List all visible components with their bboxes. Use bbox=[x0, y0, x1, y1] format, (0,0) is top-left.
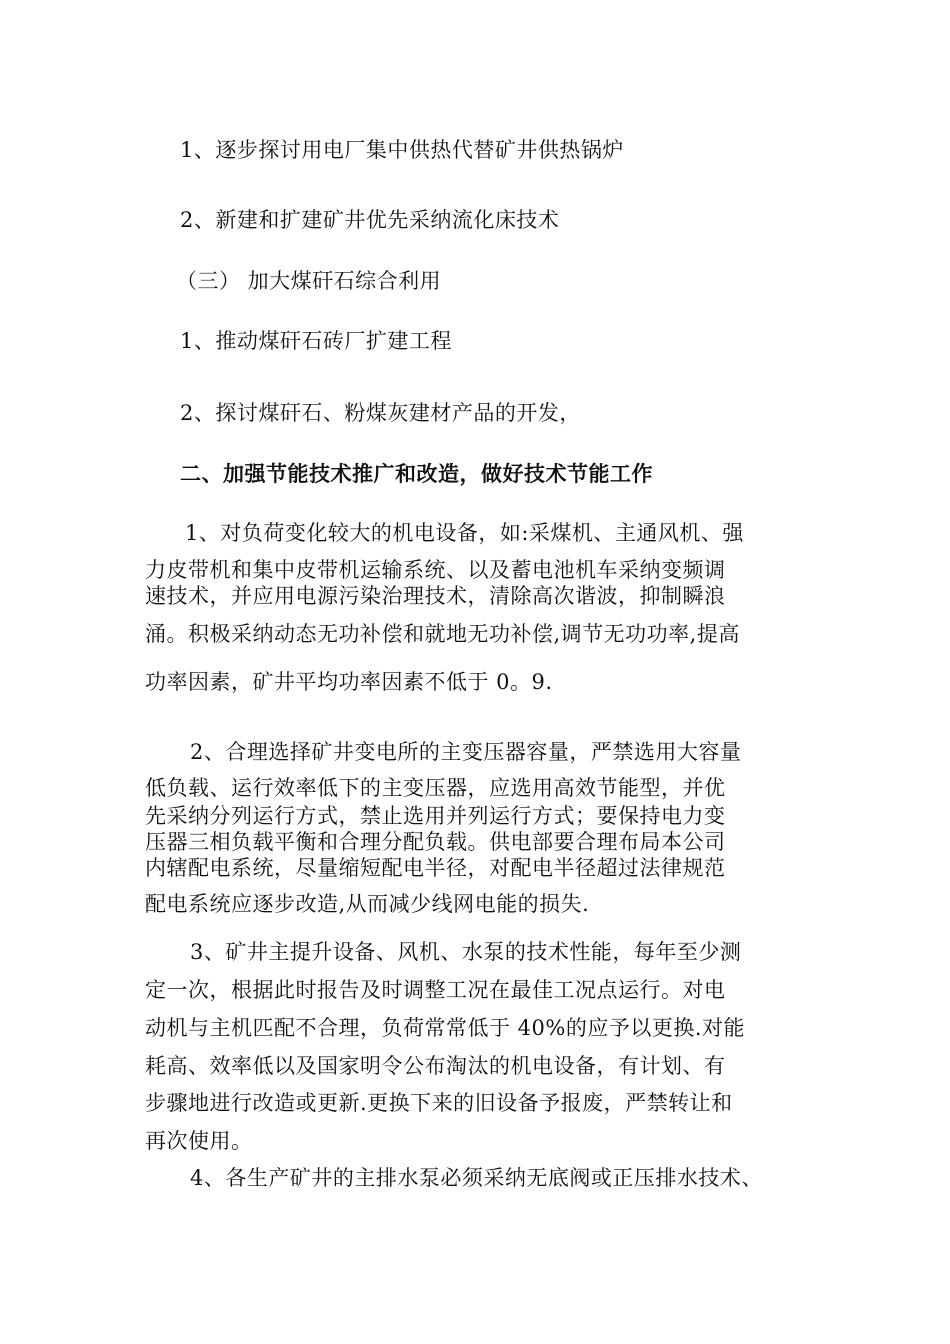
subheading-coal-gangue: （三） 加大煤矸石综合利用 bbox=[176, 269, 442, 293]
section-heading-energy-saving: 二、加强节能技术推广和改造，做好技术节能工作 bbox=[180, 461, 653, 486]
paragraph-line: 内辖配电系统，尽量缩短配电半径，对配电半径超过法律规范 bbox=[145, 856, 726, 880]
paragraph-line: 动机与主机匹配不合理，负荷常常低于 40%的应予以更换.对能 bbox=[145, 1016, 746, 1040]
paragraph-line: 先采纳分列运行方式，禁止选用并列运行方式；要保持电力变 bbox=[145, 804, 726, 828]
paragraph-line: 功率因素，矿井平均功率因素不低于 0。9. bbox=[145, 670, 553, 694]
paragraph-line: 3、矿井主提升设备、风机、水泵的技术性能，每年至少测 bbox=[190, 940, 742, 964]
paragraph-line: 定一次，根据此时报告及时调整工况在最佳工况点运行。对电 bbox=[145, 978, 726, 1002]
list-item-fluidized-bed: 2、新建和扩建矿井优先采纳流化床技术 bbox=[180, 208, 560, 232]
list-item-brick-factory: 1、推动煤矸石砖厂扩建工程 bbox=[180, 329, 452, 353]
paragraph-line: 2、合理选择矿井变电所的主变压器容量，严禁选用大容量 bbox=[190, 740, 742, 764]
paragraph-line: 压器三相负载平衡和合理分配负载。供电部要合理布局本公司 bbox=[145, 830, 726, 854]
paragraph-line: 配电系统应逐步改造,从而减少线网电能的损失. bbox=[145, 892, 590, 916]
list-item-heat-supply: 1、逐步探讨用电厂集中供热代替矿井供热锅炉 bbox=[180, 138, 624, 162]
paragraph-line: 4、各生产矿井的主排水泵必须采纳无底阀或正压排水技术、 bbox=[190, 1166, 763, 1190]
paragraph-line: 速技术，并应用电源污染治理技术，清除高次谐波，抑制瞬浪 bbox=[145, 584, 726, 608]
paragraph-line: 力皮带机和集中皮带机运输系统、以及蓄电池机车采纳变频调 bbox=[145, 558, 726, 582]
paragraph-line: 1、对负荷变化较大的机电设备，如:采煤机、主通风机、强 bbox=[185, 521, 744, 545]
paragraph-line: 步骤地进行改造或更新.更换下来的旧设备予报废，严禁转让和 bbox=[145, 1091, 733, 1115]
paragraph-line: 再次使用。 bbox=[145, 1129, 253, 1153]
paragraph-line: 耗高、效率低以及国家明令公布淘汰的机电设备，有计划、有 bbox=[145, 1054, 726, 1078]
list-item-building-materials: 2、探讨煤矸石、粉煤灰建材产品的开发， bbox=[180, 401, 581, 425]
paragraph-line: 涌。积极采纳动态无功补偿和就地无功补偿,调节无功功率,提高 bbox=[145, 622, 740, 646]
paragraph-line: 低负载、运行效率低下的主变压器，应选用高效节能型，并优 bbox=[145, 776, 726, 800]
